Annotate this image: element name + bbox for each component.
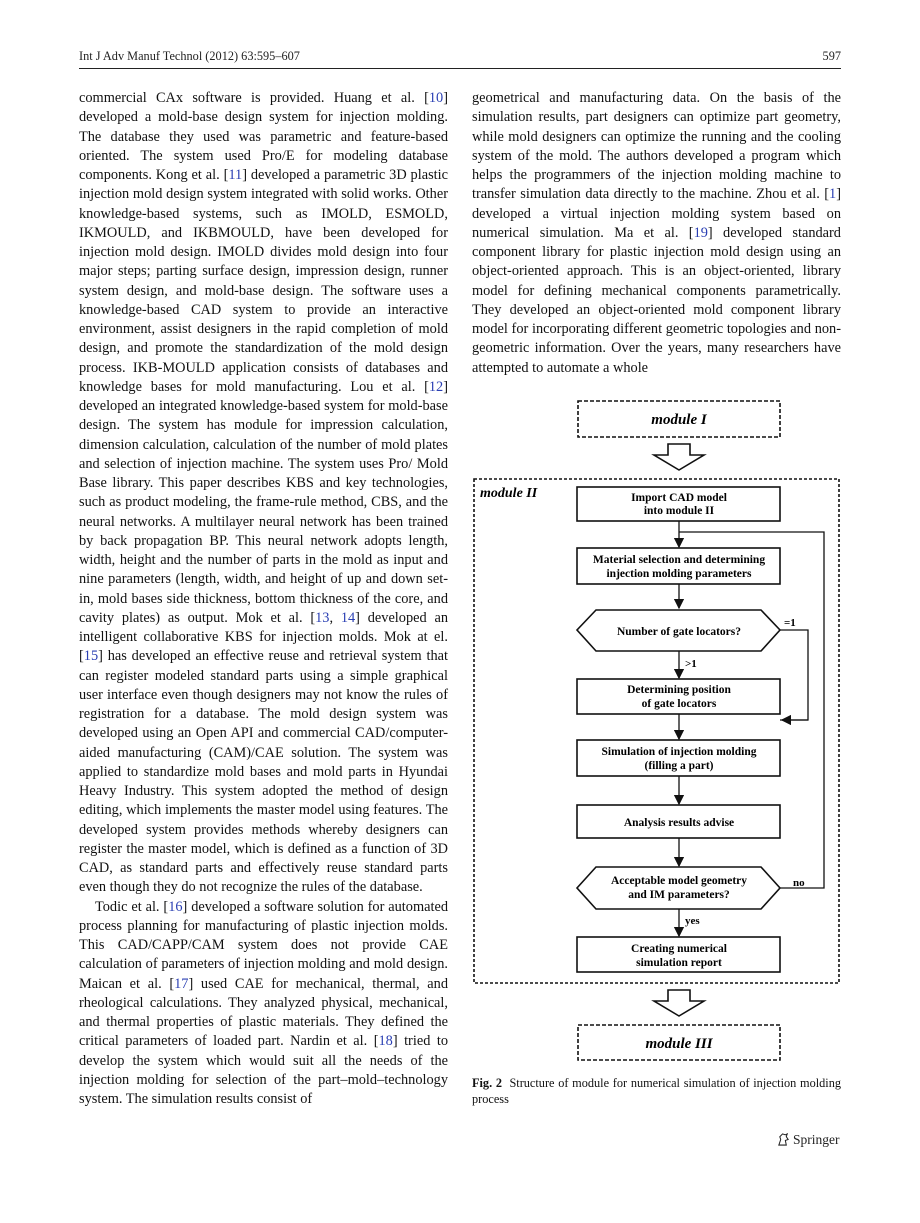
text-run: ] developed a virtual injection molding system based on numerical simulation. Ma et al. [: [472, 186, 841, 241]
right-column: [472, 89, 841, 378]
text-run: ] developed a parametric 3D plastic injection mold design system integrated with solid works. Other knowledge-based systems, such as IMOLD, ESMOLD, IKMOULD, and IKBMOULD, have been developed for injection mold design. IMOLD divides mold design into four major steps; parting surface design, impression design, runner system design, and mold-base design. The software uses a knowledge-based CAD system to provide an interactive environment, assist designers in the rapid completion of mold design, and promote the standardization of the mold design process. IKB-MOULD application consists of databases and knowledge bases for mold manufacturing. Lou et al. [: [79, 167, 449, 395]
text-run: ] tried to develop the system which would suit all the needs of the injection molding for selection of the part–mold–technology system. The simulation results consist of: [79, 1033, 448, 1107]
citation-link[interactable]: 10: [428, 90, 444, 106]
step-simulation-line2: (filling a part): [644, 760, 714, 772]
header-rule: [79, 68, 841, 69]
text-run: ] used CAE for mechanical, thermal, and rheological calculations. They analyzed physical, mechanical, and thermal properties of plastic materials. They defined the critical parameters of loaded part. Nardin et al. [: [79, 975, 448, 1050]
caption-label: Fig. 2: [472, 1076, 503, 1090]
citation-link[interactable]: 17: [174, 975, 189, 992]
flowchart-figure: [472, 398, 841, 1068]
hollow-arrow-down-icon: [654, 990, 704, 1016]
step-material-line1: Material selection and determining: [592, 554, 766, 566]
caption-text: Structure of module for numerical simulation of injection molding process: [472, 1076, 841, 1106]
edge-label-gt1: >1: [685, 658, 697, 670]
module-ii-label: module II: [480, 486, 538, 501]
text-run: Todic et al. [: [95, 898, 169, 915]
decision-acceptable-line1: Acceptable model geometry: [610, 875, 748, 887]
flow-line-eq1: [780, 630, 808, 720]
step-material-line2: injection molding parameters: [606, 568, 752, 580]
page-number: 597: [822, 49, 841, 63]
edge-label-no: no: [793, 877, 805, 889]
citation-link[interactable]: 15: [83, 648, 99, 665]
left-column: [79, 89, 448, 1109]
citation-link[interactable]: 1: [829, 186, 837, 203]
left-paragraph-2: [79, 898, 448, 1110]
text-run: ] has developed an effective reuse and retrieval system that can register modeled standard parts using a simple graphical user interface even though designers may not know the rules of registration for a database. The mold design system was developed using an Open API and commercial CAD/computer-aided manufacturing (CAM)/CAE solution. The system was applied to standardize mold bases and mold parts in Hyundai Heavy Industry. This system adopted the method of design editing, which implements the master model using features. The developed system provides methods whereby designers can register the master model, which is defined as a function of 3D CAD, as standard parts and effectively reuse standard parts even though they do not recognize the rules of the database.: [79, 648, 448, 896]
step-report-line1: Creating numerical: [631, 943, 727, 955]
publisher-footer: [777, 1132, 840, 1148]
module-iii-label: module III: [645, 1036, 713, 1052]
decision-gate-label: Number of gate locators?: [616, 626, 742, 638]
edge-label-eq1: =1: [784, 617, 796, 629]
citation-link[interactable]: 13: [315, 609, 330, 626]
step-position-line1: Determining position: [627, 684, 731, 696]
text-run: commercial CAx software is provided. Huang et al. [: [79, 90, 429, 106]
text-run: ] developed a software solution for automated process planning for manufacturing of plastic injection molds. This CAD/CAPP/CAM system does not provide CAE calculation of parameters of injection molding and mold design. Maican et al. [: [79, 898, 449, 992]
text-run: ] developed standard component library for plastic injection mold design using an object-oriented approach. This is an object-oriented, library model for defining mechanical components parametrically. They developed an object-oriented mold component library model for incorporating different geometric topologies and non-geometric information. Over the years, many researchers have attempted to automate a whole: [472, 224, 841, 376]
citation-link[interactable]: 11: [228, 167, 243, 183]
flowchart-svg: [472, 398, 841, 1068]
citation-link[interactable]: 12: [428, 378, 444, 395]
text-run: geometrical and manufacturing data. On the basis of the simulation results, part designers can optimize part geometry, while mold designers can optimize the running and the cooling system of the mold. The authors developed a program which helps the programmers of the injection molding machine to transfer simulation data directly to the machine. Zhou et al. [: [472, 90, 841, 203]
step-simulation-line1: Simulation of injection molding: [601, 746, 757, 758]
step-position-line2: of gate locators: [641, 698, 717, 710]
citation-link[interactable]: 16: [168, 898, 183, 915]
step-report-line2: simulation report: [636, 957, 722, 969]
text-run: ] developed an intelligent collaborative KBS for injection molds. Mok at el. [: [79, 609, 448, 665]
edge-label-yes: yes: [685, 915, 700, 927]
citation-link[interactable]: 19: [693, 224, 708, 241]
decision-acceptable-line2: and IM parameters?: [628, 889, 730, 901]
text-run: ] developed a mold-base design system for injection molding. The database they used was parametric and feature-based oriented. The system used Pro/E for modeling database components. Kong et al. [: [79, 90, 448, 183]
running-header: [79, 49, 841, 65]
step-import-line1: Import CAD model: [631, 492, 727, 504]
right-paragraph-1: [472, 89, 841, 378]
springer-horse-icon: [777, 1133, 790, 1146]
citation-link[interactable]: 18: [378, 1033, 393, 1050]
figure-caption: [472, 1075, 841, 1107]
journal-citation: Int J Adv Manuf Technol (2012) 63:595–607: [79, 49, 300, 63]
text-run: ] developed an integrated knowledge-based system for mold-base design. The system has module for impression calculation, dimension calculation, calculation of the number of mold plates and selection of injection machine. The system uses Pro/ Mold Base library. This paper describes KBS and key technologies, such as product modeling, the frame-rule method, CBS, and the neural networks. A multilayer neural network has been trained by back propagation BP. This neural network adopts length, width, height and the number of parts in the mold as input and nine parameters (length, width, and height of up and down set-in, mold bases side thickness, bottom thickness of the core, and cavity plates) as output. Mok et al. [: [79, 378, 448, 626]
left-paragraph-1: [79, 89, 448, 898]
text-run: ,: [329, 609, 341, 626]
step-import-line2: into module II: [643, 505, 715, 517]
citation-link[interactable]: 14: [340, 609, 356, 626]
step-analysis-label: Analysis results advise: [623, 817, 735, 829]
module-i-label: module I: [651, 412, 707, 428]
decision-acceptable: [577, 867, 780, 909]
hollow-arrow-down-icon: [654, 444, 704, 470]
publisher-name: Springer: [793, 1132, 840, 1147]
